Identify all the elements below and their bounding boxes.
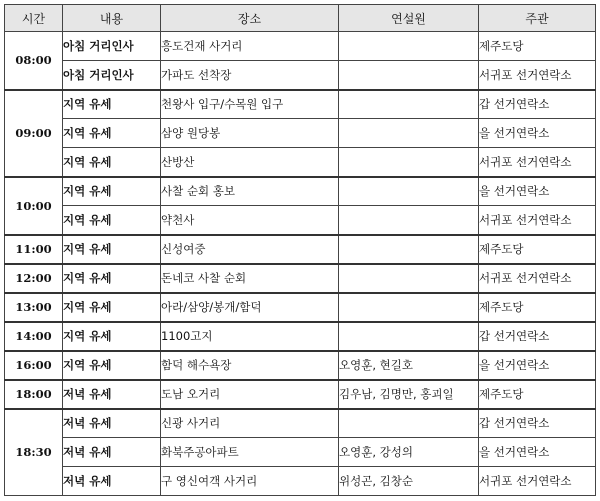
speaker-cell	[339, 322, 479, 351]
place-cell: 산방산	[161, 148, 339, 177]
speaker-cell	[339, 119, 479, 148]
host-cell: 을 선거연락소	[479, 438, 596, 467]
activity-cell: 지역 유세	[63, 206, 161, 235]
speaker-cell	[339, 235, 479, 264]
activity-cell: 저녁 유세	[63, 467, 161, 496]
time-cell: 16:00	[5, 351, 63, 380]
table-row	[5, 235, 596, 264]
header-activity: 내용	[63, 5, 161, 32]
table-row	[5, 467, 596, 496]
activity-cell: 지역 유세	[63, 177, 161, 206]
header-host: 주관	[479, 5, 596, 32]
place-cell: 화북주공아파트	[161, 438, 339, 467]
time-cell: 18:30	[5, 409, 63, 496]
speaker-cell: 오영훈, 강성의	[339, 438, 479, 467]
speaker-cell: 위성곤, 김창순	[339, 467, 479, 496]
table-row	[5, 177, 596, 206]
table-row	[5, 90, 596, 119]
speaker-cell	[339, 32, 479, 61]
host-cell: 서귀포 선거연락소	[479, 264, 596, 293]
speaker-cell	[339, 177, 479, 206]
place-cell: 1100고지	[161, 322, 339, 351]
time-cell: 14:00	[5, 322, 63, 351]
host-cell: 을 선거연락소	[479, 119, 596, 148]
table-row	[5, 293, 596, 322]
table-row	[5, 322, 596, 351]
header-place: 장소	[161, 5, 339, 32]
table-row	[5, 264, 596, 293]
table-row	[5, 206, 596, 235]
speaker-cell	[339, 148, 479, 177]
schedule-container	[4, 4, 596, 496]
host-cell: 제주도당	[479, 235, 596, 264]
table-row	[5, 61, 596, 90]
speaker-cell	[339, 61, 479, 90]
host-cell: 서귀포 선거연락소	[479, 148, 596, 177]
table-row	[5, 438, 596, 467]
table-row	[5, 351, 596, 380]
host-cell: 을 선거연락소	[479, 177, 596, 206]
table-row	[5, 148, 596, 177]
host-cell: 제주도당	[479, 293, 596, 322]
activity-cell: 지역 유세	[63, 148, 161, 177]
activity-cell: 지역 유세	[63, 235, 161, 264]
speaker-cell: 김우남, 김명만, 홍괴일	[339, 380, 479, 409]
place-cell: 약천사	[161, 206, 339, 235]
host-cell: 서귀포 선거연락소	[479, 61, 596, 90]
host-cell: 갑 선거연락소	[479, 409, 596, 438]
host-cell: 제주도당	[479, 32, 596, 61]
time-cell: 10:00	[5, 177, 63, 235]
activity-cell: 지역 유세	[63, 90, 161, 119]
place-cell: 신광 사거리	[161, 409, 339, 438]
place-cell: 사찰 순회 홍보	[161, 177, 339, 206]
host-cell: 갑 선거연락소	[479, 322, 596, 351]
activity-cell: 아침 거리인사	[63, 32, 161, 61]
table-row	[5, 119, 596, 148]
activity-cell: 저녁 유세	[63, 438, 161, 467]
header-speaker: 연설원	[339, 5, 479, 32]
activity-cell: 저녁 유세	[63, 409, 161, 438]
place-cell: 가파도 선착장	[161, 61, 339, 90]
table-row	[5, 380, 596, 409]
header-time: 시간	[5, 5, 63, 32]
activity-cell: 지역 유세	[63, 351, 161, 380]
activity-cell: 지역 유세	[63, 264, 161, 293]
time-cell: 12:00	[5, 264, 63, 293]
time-cell: 13:00	[5, 293, 63, 322]
place-cell: 구 영신여객 사거리	[161, 467, 339, 496]
header-row	[5, 5, 596, 32]
place-cell: 돈네코 사찰 순회	[161, 264, 339, 293]
host-cell: 서귀포 선거연락소	[479, 467, 596, 496]
place-cell: 함덕 해수욕장	[161, 351, 339, 380]
host-cell: 을 선거연락소	[479, 351, 596, 380]
speaker-cell	[339, 293, 479, 322]
host-cell: 서귀포 선거연락소	[479, 206, 596, 235]
time-cell: 11:00	[5, 235, 63, 264]
time-cell: 09:00	[5, 90, 63, 177]
speaker-cell	[339, 409, 479, 438]
speaker-cell	[339, 90, 479, 119]
place-cell: 신성여중	[161, 235, 339, 264]
speaker-cell	[339, 206, 479, 235]
activity-cell: 지역 유세	[63, 119, 161, 148]
host-cell: 갑 선거연락소	[479, 90, 596, 119]
table-row	[5, 32, 596, 61]
place-cell: 천왕사 입구/수목원 입구	[161, 90, 339, 119]
time-cell: 18:00	[5, 380, 63, 409]
place-cell: 아라/삼양/봉개/함덕	[161, 293, 339, 322]
activity-cell: 아침 거리인사	[63, 61, 161, 90]
activity-cell: 저녁 유세	[63, 380, 161, 409]
place-cell: 흥도건재 사거리	[161, 32, 339, 61]
speaker-cell: 오영훈, 현길호	[339, 351, 479, 380]
schedule-body	[5, 32, 596, 496]
schedule-table	[4, 4, 596, 496]
place-cell: 도남 오거리	[161, 380, 339, 409]
time-cell: 08:00	[5, 32, 63, 90]
speaker-cell	[339, 264, 479, 293]
place-cell: 삼양 원당봉	[161, 119, 339, 148]
table-row	[5, 409, 596, 438]
host-cell: 제주도당	[479, 380, 596, 409]
activity-cell: 지역 유세	[63, 322, 161, 351]
activity-cell: 지역 유세	[63, 293, 161, 322]
